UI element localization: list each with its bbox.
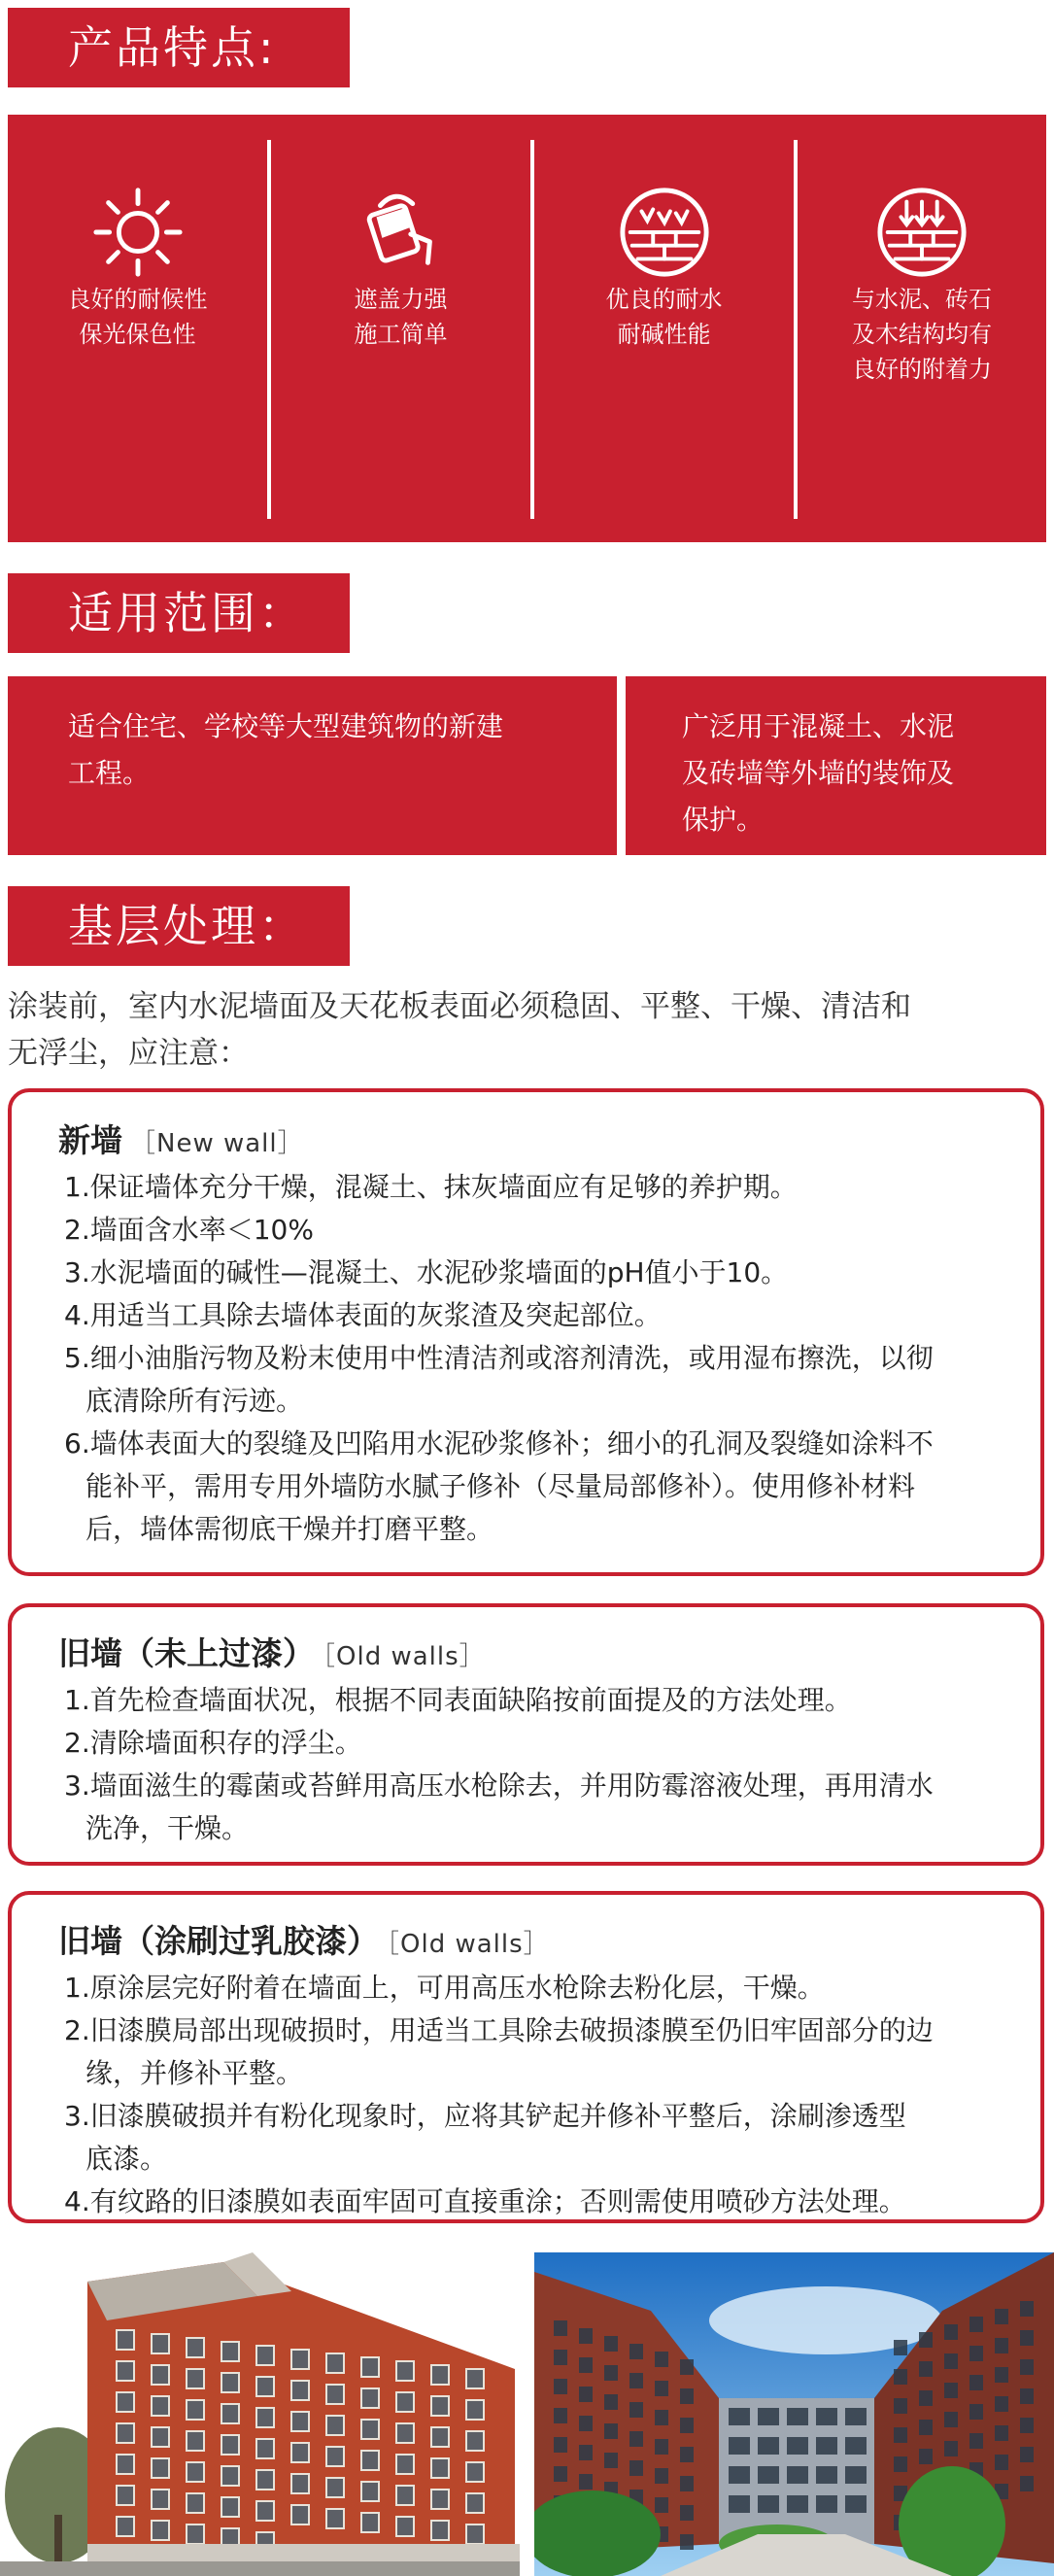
list-item [64, 1209, 1026, 1252]
intro-paragraph [8, 983, 1047, 1077]
feature-text-line: 良好的耐候性 [67, 286, 208, 313]
usage-panel-residential [8, 676, 617, 855]
item-line: 5.细小油脂污物及粉末使用中性清洁剂或溶剂清洗，或用湿布擦洗，以彻 [64, 1342, 934, 1374]
item-line: 1.首先检查墙面状况，根据不同表面缺陷按前面提及的方法处理。 [64, 1684, 852, 1716]
feature-weather [8, 115, 267, 542]
box-subtitle: ［New wall］ [130, 1129, 304, 1158]
usage-text-line: 适合住宅、学校等大型建筑物的新建 [68, 710, 504, 742]
old-wall-unpainted-box [8, 1603, 1044, 1866]
old-wall-painted-box [8, 1891, 1044, 2223]
adhesion-wall-icon [874, 185, 969, 280]
item-line: 3.水泥墙面的碱性—混凝土、水泥砂浆墙面的pH值小于10。 [64, 1256, 789, 1288]
list-item [64, 2181, 1026, 2223]
list-item [64, 1166, 1026, 1209]
usage-text-line: 工程。 [68, 757, 151, 789]
item-line: 3.墙面滋生的霉菌或苔鲜用高压水枪除去，并用防霉溶液处理，再用清水 [64, 1769, 934, 1802]
item-line: 底漆。 [85, 2143, 168, 2175]
item-line: 1.保证墙体充分干燥，混凝土、抹灰墙面应有足够的养护期。 [64, 1171, 798, 1203]
list-item [64, 1423, 1026, 1551]
list-item [64, 1967, 1026, 2009]
list-item [64, 1765, 1026, 1850]
item-line: 6.墙体表面大的裂缝及凹陷用水泥砂浆修补；细小的孔洞及裂缝如涂料不 [64, 1427, 934, 1460]
building-photo-left [0, 2252, 520, 2576]
box-heading [58, 1916, 550, 1962]
box-subtitle: ［Old walls］ [323, 1642, 486, 1671]
usage-text-line: 保护。 [682, 804, 765, 836]
box-title: 旧墙（涂刷过乳胶漆） [58, 1922, 379, 1960]
feature-text-line: 耐碱性能 [617, 321, 711, 348]
feature-text-line: 优良的耐水 [605, 286, 723, 313]
usage-text-line: 及砖墙等外墙的装饰及 [682, 757, 955, 789]
list-item [64, 2009, 1026, 2095]
feature-text-line: 良好的附着力 [852, 356, 992, 383]
list-item [64, 2095, 1026, 2181]
item-line: 4.有纹路的旧漆膜如表面牢固可直接重涂；否则需使用喷砂方法处理。 [64, 2185, 906, 2217]
list-item [64, 1679, 1026, 1722]
feature-adhesion [798, 115, 1046, 542]
feature-water-resistance [534, 115, 794, 542]
feature-text-line: 保光保色性 [79, 321, 196, 348]
item-line: 洗净，干燥。 [85, 1812, 250, 1844]
feature-text-line: 及木结构均有 [852, 321, 992, 348]
sun-icon [90, 185, 186, 280]
list-item [64, 1294, 1026, 1337]
list-item [64, 1337, 1026, 1423]
item-line: 4.用适当工具除去墙体表面的灰浆渣及突起部位。 [64, 1299, 662, 1331]
feature-text-line: 遮盖力强 [354, 286, 448, 313]
usage-panel-exterior [626, 676, 1046, 855]
list-item [64, 1722, 1026, 1765]
feature-coverage [271, 115, 530, 542]
feature-text-line: 与水泥、砖石 [852, 286, 992, 313]
section-title-base: 基层处理： [8, 886, 350, 966]
box-title: 旧墙（未上过漆） [58, 1634, 315, 1672]
box-title: 新墙 [58, 1121, 122, 1159]
section-title-usage: 适用范围： [8, 573, 350, 653]
item-line: 2.旧漆膜局部出现破损时，用适当工具除去破损漆膜至仍旧牢固部分的边 [64, 2014, 934, 2046]
box-heading [58, 1116, 304, 1161]
item-line: 1.原涂层完好附着在墙面上，可用高压水枪除去粉化层，干燥。 [64, 1972, 825, 2004]
intro-line: 无浮尘，应注意： [8, 1036, 249, 1071]
intro-line: 涂装前，室内水泥墙面及天花板表面必须稳固、平整、干燥、清洁和 [8, 989, 911, 1024]
item-line: 缘，并修补平整。 [85, 2057, 304, 2089]
item-line: 后，墙体需彻底干燥并打磨平整。 [85, 1513, 494, 1545]
new-wall-box [8, 1088, 1044, 1576]
item-line: 2.墙面含水率＜10% [64, 1214, 314, 1246]
item-line: 底清除所有污迹。 [85, 1385, 304, 1417]
section-title-features: 产品特点: [8, 8, 350, 87]
box-heading [58, 1629, 486, 1674]
features-panel [8, 115, 1046, 542]
item-line: 3.旧漆膜破损并有粉化现象时，应将其铲起并修补平整后，涂刷渗透型 [64, 2100, 906, 2132]
box-subtitle: ［Old walls］ [387, 1930, 550, 1959]
building-photo-right [534, 2252, 1054, 2576]
item-line: 2.清除墙面积存的浮尘。 [64, 1727, 362, 1759]
item-line: 能补平，需用专用外墙防水腻子修补（尽量局部修补）。使用修补材料 [85, 1470, 916, 1502]
water-resistant-wall-icon [617, 185, 712, 280]
usage-text-line: 广泛用于混凝土、水泥 [682, 710, 955, 742]
list-item [64, 1252, 1026, 1294]
feature-text-line: 施工简单 [354, 321, 448, 348]
paint-bucket-icon [354, 185, 449, 280]
